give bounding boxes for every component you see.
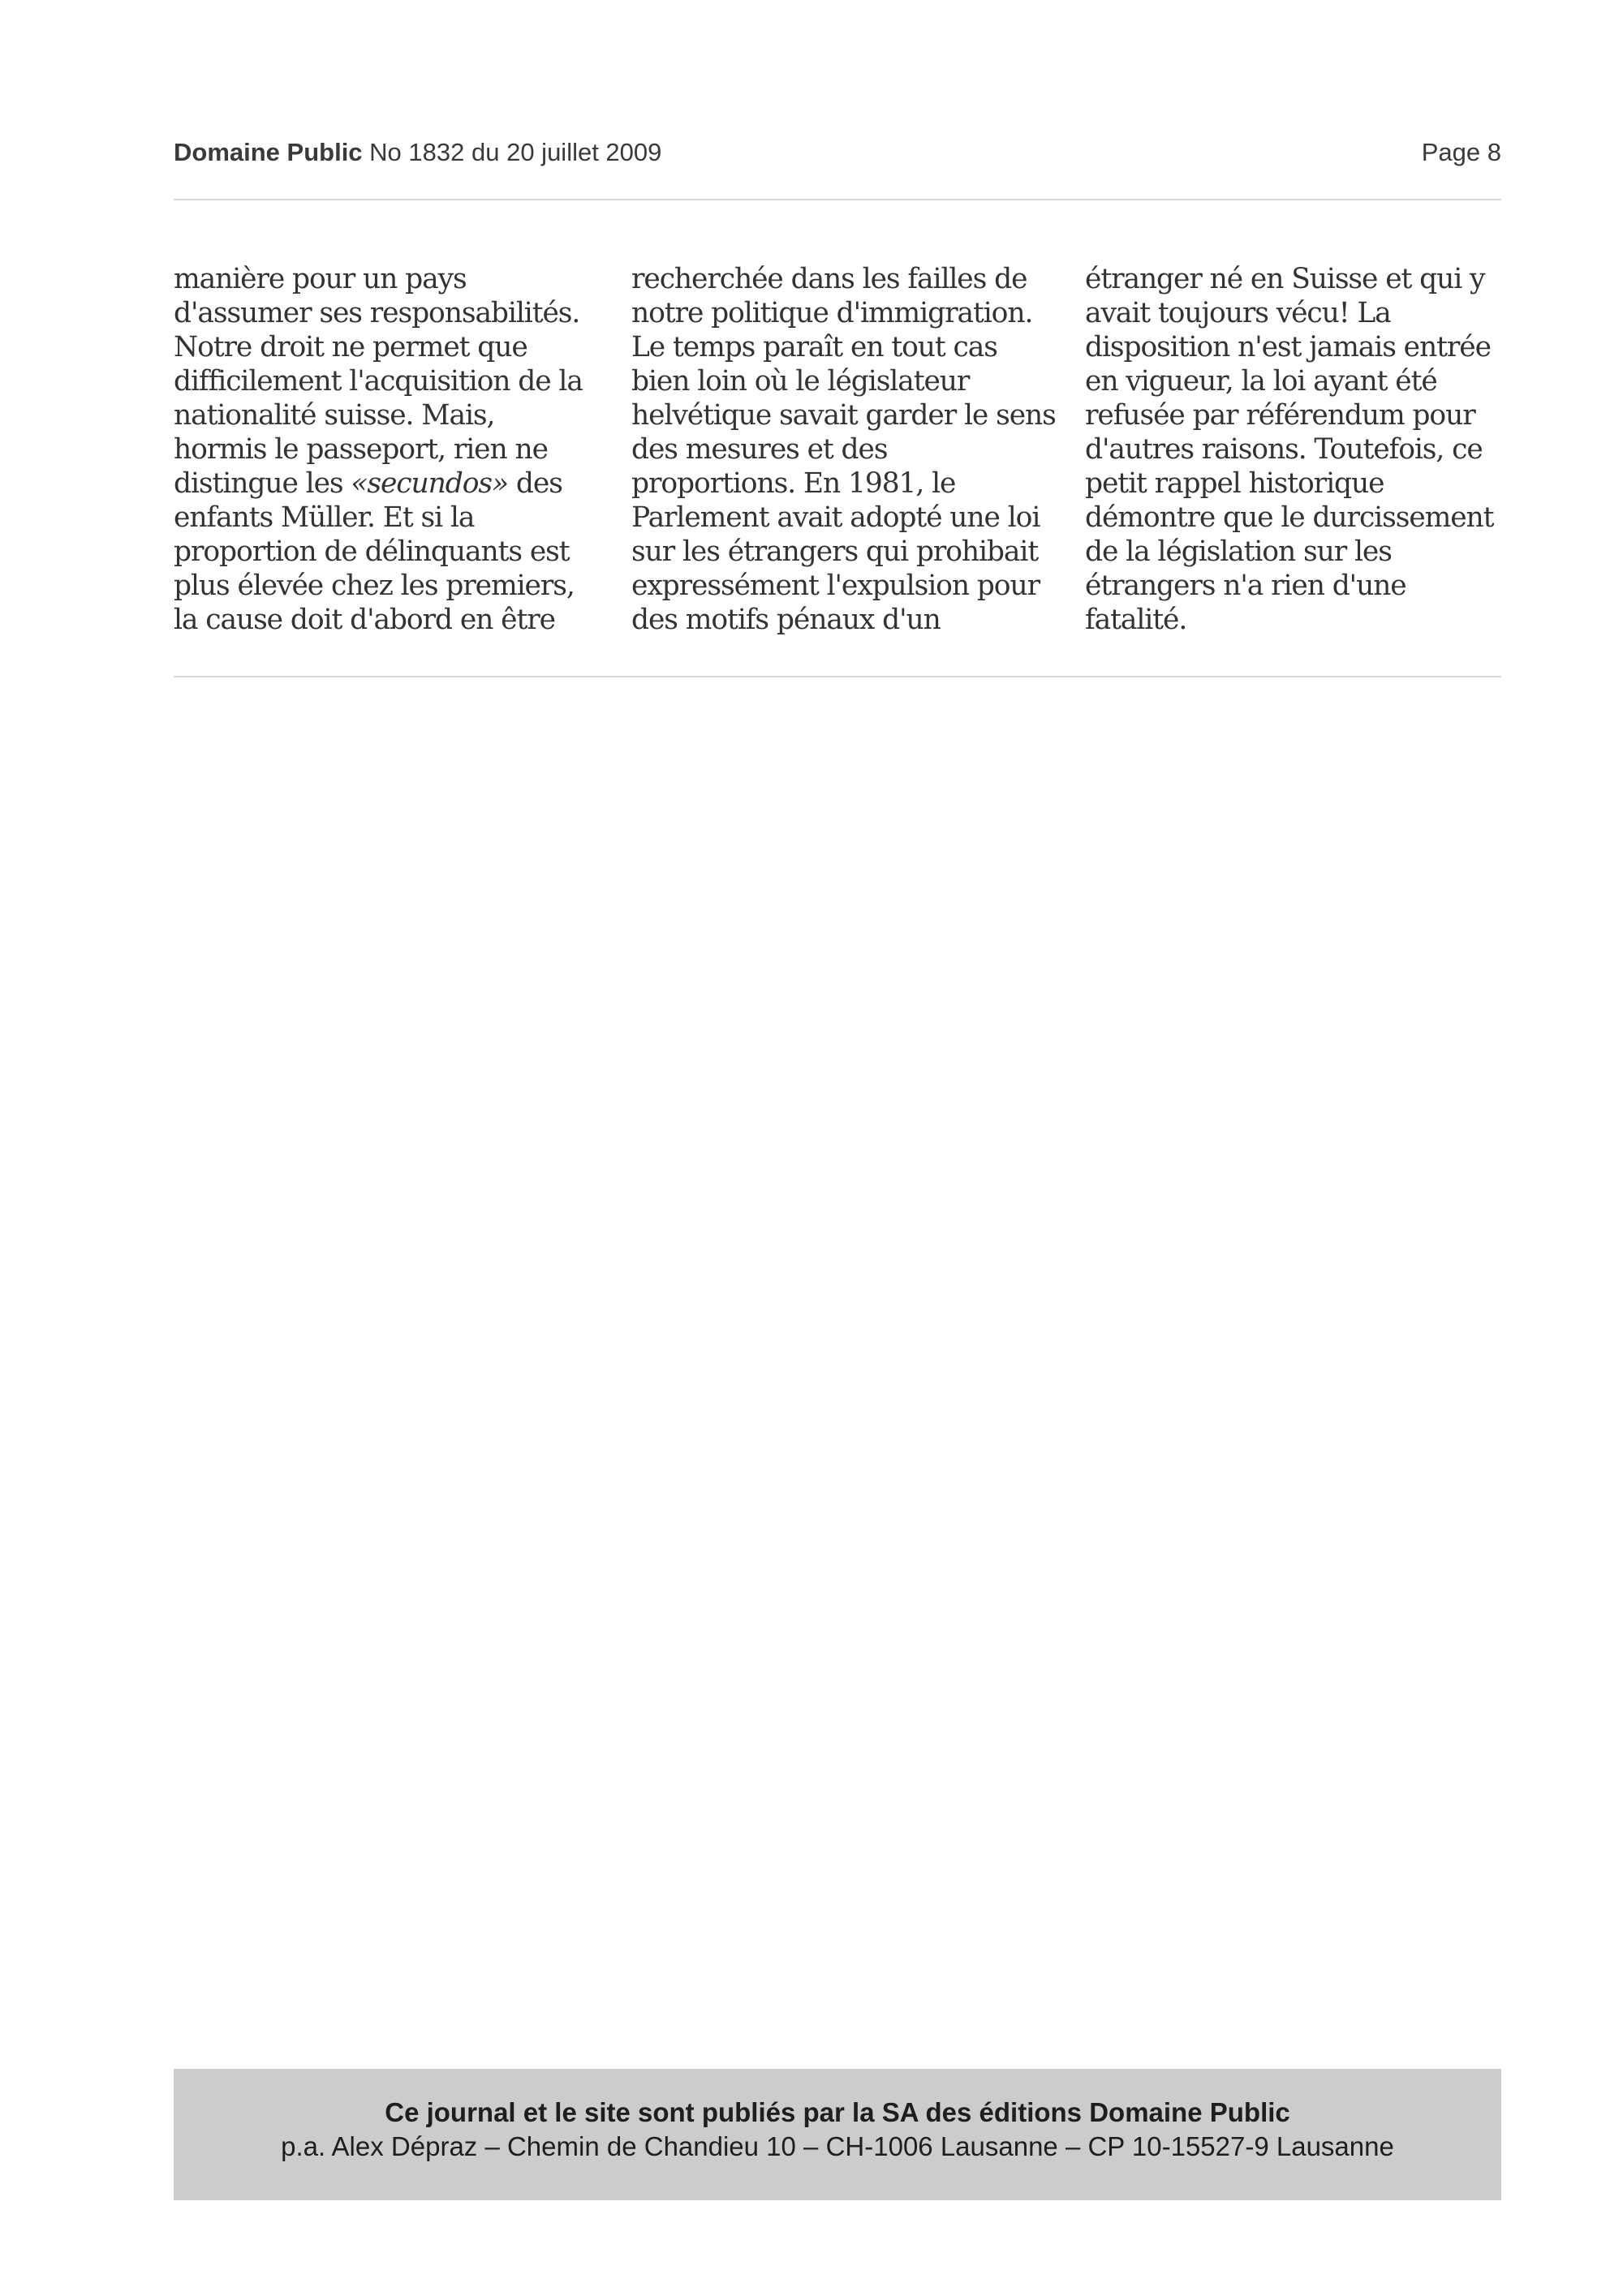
text-line: notre politique d'immigration. — [631, 297, 1033, 329]
text-line: hormis le passeport, rien ne — [174, 433, 548, 466]
publisher-footer — [174, 2069, 1501, 2200]
text-line: recherchée dans les failles de — [631, 263, 1027, 295]
article-column-2 — [631, 262, 1056, 637]
text-segment: distingue les — [174, 467, 351, 500]
text-line: d'assumer ses responsabilités. — [174, 297, 580, 329]
article-column-3 — [1085, 262, 1507, 637]
text-line: en vigueur, la loi ayant été — [1085, 365, 1437, 398]
text-line: la cause doit d'abord en être — [174, 604, 555, 636]
text-line: helvétique savait garder le sens — [631, 399, 1056, 432]
italic-term: «secundos» — [351, 467, 509, 500]
page-number: Page 8 — [1421, 138, 1501, 166]
issue-info: No 1832 du 20 juillet 2009 — [369, 138, 662, 166]
article-body — [174, 262, 1501, 643]
text-line: des mesures et des — [631, 433, 888, 466]
text-line: d'autres raisons. Toutefois, ce — [1085, 433, 1483, 466]
text-line: sur les étrangers qui prohibait — [631, 535, 1039, 568]
footer-publisher-address: p.a. Alex Dépraz – Chemin de Chandieu 10 – CH-1006 Lausanne – CP 10-15527-9 Lausanne — [281, 2131, 1394, 2161]
text-line: manière pour un pays — [174, 263, 467, 295]
page-header — [174, 135, 1501, 170]
text-line: petit rappel historique — [1085, 467, 1384, 500]
text-segment: des — [508, 467, 562, 500]
text-line: plus élevée chez les premiers, — [174, 570, 575, 602]
text-line: étrangers n'a rien d'une — [1085, 570, 1406, 602]
text-line: expressément l'expulsion pour — [631, 570, 1040, 602]
header-divider — [174, 199, 1501, 200]
text-line: Le temps paraît en tout cas — [631, 331, 997, 363]
text-line: refusée par référendum pour — [1085, 399, 1475, 432]
text-line: avait toujours vécu! La — [1085, 297, 1391, 329]
text-line: difficilement l'acquisition de la — [174, 365, 583, 398]
text-line: enfants Müller. Et si la — [174, 501, 475, 534]
text-line: nationalité suisse. Mais, — [174, 399, 495, 432]
article-column-1 — [174, 262, 596, 637]
text-line: proportions. En 1981, le — [631, 467, 956, 500]
footer-publisher-title: Ce journal et le site sont publiés par la SA des éditions Domaine Public — [385, 2097, 1290, 2127]
text-line: de la législation sur les — [1085, 535, 1392, 568]
text-line — [174, 467, 596, 501]
text-line: proportion de délinquants est — [174, 535, 570, 568]
text-line: des motifs pénaux d'un — [631, 604, 941, 636]
text-line: bien loin où le législateur — [631, 365, 970, 398]
text-line: fatalité. — [1085, 604, 1187, 636]
article-end-divider — [174, 676, 1501, 677]
text-line: démontre que le durcissement — [1085, 501, 1494, 534]
text-line: Parlement avait adopté une loi — [631, 501, 1040, 534]
text-line: Notre droit ne permet que — [174, 331, 527, 363]
text-line: étranger né en Suisse et qui y — [1085, 263, 1485, 295]
text-line: disposition n'est jamais entrée — [1085, 331, 1491, 363]
publication-name: Domaine Public — [174, 138, 363, 166]
